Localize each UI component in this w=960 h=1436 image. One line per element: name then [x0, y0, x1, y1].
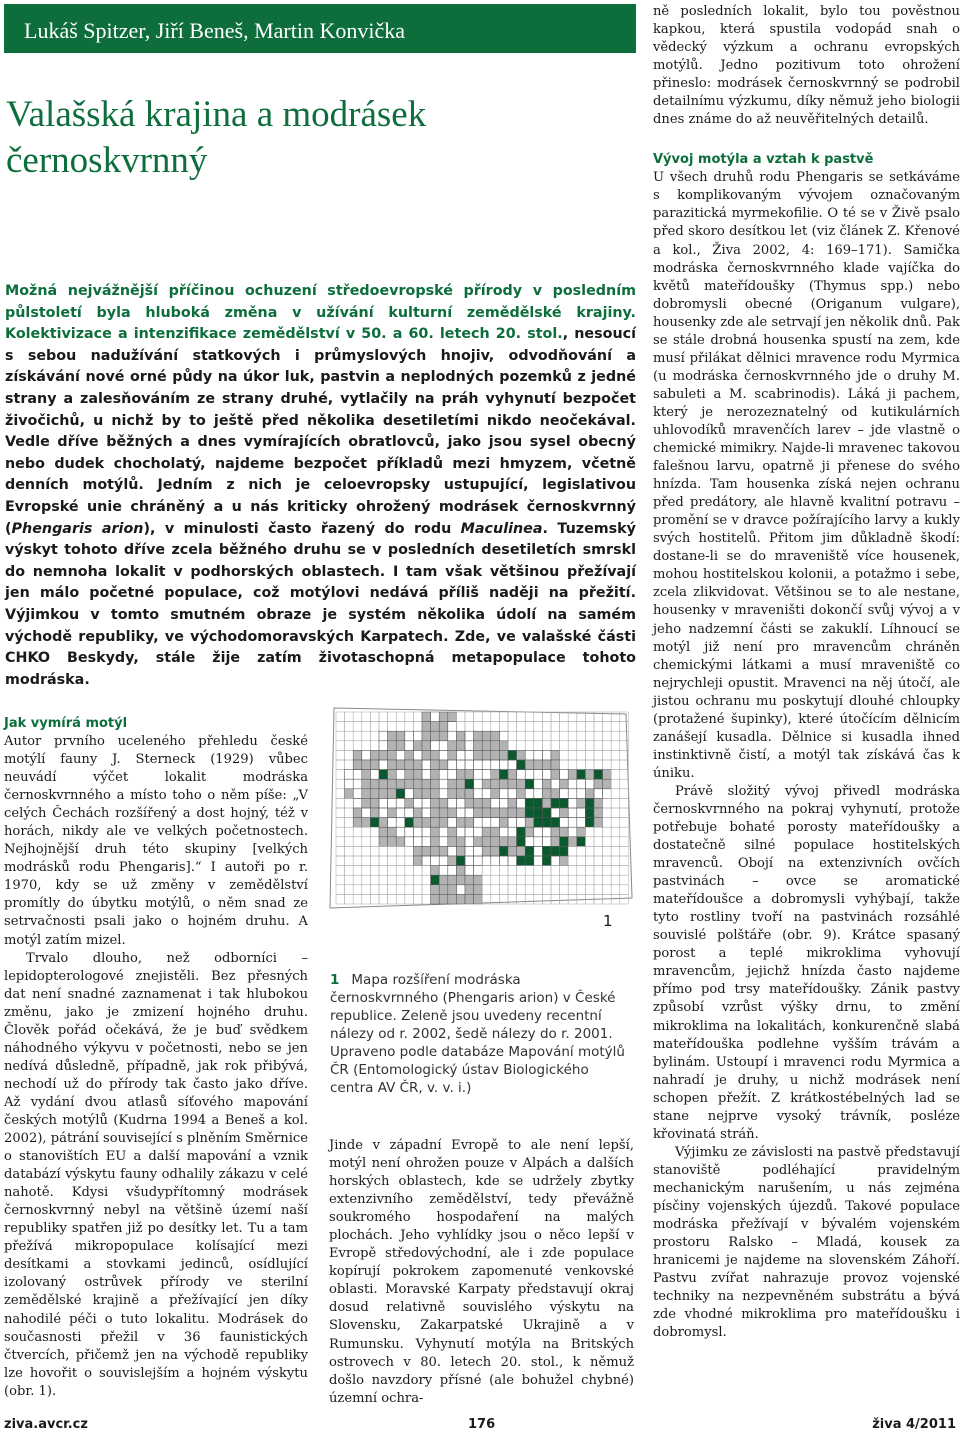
- map-cell: [585, 818, 594, 828]
- map-cell: [439, 760, 448, 770]
- map-cell: [585, 798, 594, 808]
- map-cell: [534, 808, 543, 818]
- map-cell: [413, 789, 422, 799]
- map-cell: [422, 779, 431, 789]
- map-cell: [551, 789, 560, 799]
- map-cell: [482, 741, 491, 751]
- distribution-map: [326, 698, 636, 920]
- map-cell: [594, 818, 603, 828]
- map-cell: [413, 779, 422, 789]
- map-cell: [465, 818, 474, 828]
- paragraph: Trvalo dlouho, než odborníci – lepidopterologové znejistěli. Bez přesných dat není snadné zaznamenat i tak hlubokou změnu, jako je zmizení hojného druhu. Člověk pořád očekává, že je buď svědkem náhodného výkyvu v početnosti, nebo se jen nedívá důsledně, případně, jak rok přibývá, nechodí už do přírody tak často jako dříve. Až vydání dvou atlasů síťového mapování českých motýlů (Kudrna 1994 a Beneš a kol. 2002), pátrání související s plněním Směrnice o stanovištích EU a další mapování a vznik databází výskytu fauny odhalily zákazu v celé nahotě. Kdysi všudypřítomný modrásek černoskvrnný nebyl na většině území naší republiky spatřen již po desítky let. Tu a tam přežívá mikropopulace kolísající mezi desítkami a stovkami jedinců, osídlující izolovaný ostrůvek přírody ve sterilní zemědělské krajině a přežívající jen díky nahodilé péči o tuto lokalitu. Modrásek do současnosti přežil v 36 faunistických čtvercích, přičemž jen na východě republiky lze hovořit o souvislejším a hojném výskytu (obr. 1).: [4, 950, 309, 1399]
- column-3: [653, 3, 960, 1342]
- section-heading: Vývoj motýla a vztah k pastvě: [653, 152, 874, 168]
- map-cell: [456, 770, 465, 780]
- map-cell: [405, 750, 414, 760]
- map-cell: [422, 750, 431, 760]
- map-cell: [594, 779, 603, 789]
- map-cell: [448, 894, 457, 904]
- map-cell: [370, 798, 379, 808]
- map-cell: [534, 798, 543, 808]
- map-cell: [603, 770, 612, 780]
- caption-number: 1: [330, 972, 340, 988]
- map-cell: [525, 827, 534, 837]
- map-cell: [568, 837, 577, 847]
- map-cell: [431, 808, 440, 818]
- map-cell: [456, 818, 465, 828]
- map-cell: [499, 779, 508, 789]
- caption-text: Mapa rozšíření modráska černoskvrnného (Phengaris arion) v České republice. Zeleně jsou uvedeny recentní nálezy od r. 2002, šedě nálezy do r. 2001. Upraveno podle databáze Mapování motýlů ČR (Entomologický ústav Biologického centra AV ČR, v. v. i.): [330, 972, 625, 1096]
- map-cell: [491, 846, 500, 856]
- map-cell: [413, 760, 422, 770]
- map-cell: [551, 770, 560, 780]
- map-cell: [585, 770, 594, 780]
- map-cell: [353, 750, 362, 760]
- map-cell: [353, 808, 362, 818]
- map-cell: [439, 808, 448, 818]
- map-cell: [405, 798, 414, 808]
- section-heading: Jak vymírá motýl: [4, 716, 128, 731]
- map-cell: [474, 808, 483, 818]
- map-cell: [362, 770, 371, 780]
- map-cell: [525, 798, 534, 808]
- map-cell: [388, 770, 397, 780]
- map-cell: [491, 770, 500, 780]
- map-cell: [482, 837, 491, 847]
- map-cell: [431, 770, 440, 780]
- map-cell: [491, 827, 500, 837]
- map-cell: [396, 837, 405, 847]
- paragraph: Autor prvního uceleného přehledu české motýlí fauny J. Sterneck (1929) vůbec neuvádí výčet lokalit modráska černoskvrnného a místo toho o něm píše: „V celých Čechách rozšířený a dost hojný, též v horách, nikdy ale ve velkých početnostech. Nejhojnější druh této skupiny [velkých modrásků rodu Phengaris].“ I autoři po r. 1970, kdy se už změny v zemědělství promítly do úbytku motýlů, o něm snad ze setrvačnosti psali jako o hojném druhu. A motýl zatím mizel.: [4, 734, 308, 948]
- figure-caption: [330, 971, 628, 1097]
- map-cell: [448, 789, 457, 799]
- map-cell: [388, 779, 397, 789]
- map-cell: [508, 750, 517, 760]
- map-cell: [388, 731, 397, 741]
- map-cell: [594, 798, 603, 808]
- map-cell: [517, 789, 526, 799]
- map-cell: [560, 846, 569, 856]
- map-cell: [465, 798, 474, 808]
- map-cell: [396, 789, 405, 799]
- map-cell: [431, 866, 440, 876]
- map-cell: [413, 846, 422, 856]
- lead-text-2: ), v minulosti často řazený do rodu: [143, 520, 461, 537]
- map-cell: [594, 808, 603, 818]
- map-cell: [456, 846, 465, 856]
- map-cell: [439, 798, 448, 808]
- map-cell: [396, 741, 405, 751]
- map-cell: [560, 808, 569, 818]
- map-cell: [474, 741, 483, 751]
- map-cell: [499, 741, 508, 751]
- map-cell: [405, 760, 414, 770]
- map-cell: [551, 837, 560, 847]
- map-cell: [517, 760, 526, 770]
- map-cell: [585, 789, 594, 799]
- map-cell: [542, 818, 551, 828]
- map-cell: [439, 894, 448, 904]
- paragraph: Právě složitý vývoj přivedl modráska černoskvrnného na pokraj vyhynutí, protože potřebuje bohaté porosty mateřídoušky a dostatečně silné populace hostitelských mravenců. Obojí na extenzivních ovčích pastvinách – ovce se aromatické mateřídoušce a dobromysli vyhýbají, takže tyto rostliny tvoří na pastvinách rozsáhlé souvislé polštáře (obr. 9). Krátce spasaný porost a teplé mikroklima vyhovují mravencům, jejichž hnízda často najdeme přímo pod trsy mateřídoušky. Zánik pastvy způsobí vzrůst výšky drnu, to změní mikroklima na lokalitách, konkurenčně slabá mateřídouška podlehne vyšším trávám a bylinám. Ustoupí i mravenci rodu Myrmica a nahradí je druhy, u nichž modrásek není schopen přežít. Z krátkostébelných lad se stane nejprve vysoký trávník, posléze křovinatá stráň.: [653, 783, 960, 1142]
- page-number: 176: [468, 1417, 496, 1432]
- map-cell: [551, 846, 560, 856]
- map-cell: [431, 779, 440, 789]
- map-cell: [525, 846, 534, 856]
- map-cell: [551, 818, 560, 828]
- map-cell: [362, 760, 371, 770]
- map-cell: [431, 875, 440, 885]
- map-cell: [465, 779, 474, 789]
- map-cell: [439, 731, 448, 741]
- map-cell: [431, 818, 440, 828]
- map-cell: [542, 808, 551, 818]
- map-cell: [379, 789, 388, 799]
- map-cell: [560, 779, 569, 789]
- map-cell: [379, 770, 388, 780]
- map-cell: [370, 808, 379, 818]
- paragraph: U všech druhů rodu Phengaris se setkáváme s komplikovaným vývojem označovaným parazitická myrmekofilie. O té se v Živě psalo před skoro desítkou let (viz článek Z. Křenové a kol., Živa 2002, 4: 169–171). Samička modráska černoskvrnného klade vajíčka do květů mateřídoušky (Thymus spp.) nebo dobromysli obecné (Origanum vulgare), housenky zde ale setrvají jen několik dnů. Pak se stále drobná housenka spustí na zem, kde musí přilákat dělnici mravence rodu Myrmica (u modráska černoskvrnného jde o druhy M. sabuleti a M. scabrinodis). Láká ji pachem, který je nerozeznatelný od kutikulárních uhlovodíků mravenčích larev – jde vlastně o chemické mimikry. Najde-li mravenec takovou falešnou larvu, opatrně ji přenese do svého hnízda. Tam housenka získá nejen ochranu před predátory, ale hlavně kvalitní potravu – promění se v dravce požírajícího larvy a kukly svých hostitelů. Přitom jim důkladně škodí: dostane-li se do mraveniště více housenek, mohou hostitelskou kolonii, a potažmo i sebe, zcela zlikvidovat. Většinou se to ale nestane, housenky v mraveništi dokončí svůj vývoj a v jeho nadzemní části se zakuklí. Líhnoucí se motýl již není pro mravencům chráněn chemickými látkami a musí mraveniště co nejrychleji opustit. Mravenci na něj útočí, ale jistou ochranu mu poskytují dlouhé chloupky (protažené šupinky), které útočícím dělnicím zanášejí kusadla. Dělnice si kusadla ihned instinktivně čistí, a motýl tak získává čas k úniku.: [653, 170, 960, 781]
- map-cell: [542, 760, 551, 770]
- issue-label: živa 4/2011: [872, 1417, 956, 1432]
- map-cell: [508, 808, 517, 818]
- map-cell: [422, 818, 431, 828]
- map-cell: [388, 837, 397, 847]
- map-cell: [370, 789, 379, 799]
- map-cell: [345, 789, 354, 799]
- map-cell: [491, 741, 500, 751]
- map-cell: [370, 760, 379, 770]
- map-cell: [456, 789, 465, 799]
- map-cell: [603, 779, 612, 789]
- map-cell: [422, 789, 431, 799]
- map-cell: [456, 741, 465, 751]
- map-cell: [370, 750, 379, 760]
- map-cell: [517, 827, 526, 837]
- map-cell: [431, 789, 440, 799]
- map-cell: [542, 789, 551, 799]
- map-cell: [456, 866, 465, 876]
- map-cell: [517, 750, 526, 760]
- map-cell: [577, 827, 586, 837]
- map-cell: [560, 837, 569, 847]
- map-cell: [542, 856, 551, 866]
- map-cell: [517, 779, 526, 789]
- map-cell: [465, 894, 474, 904]
- map-cell: [474, 798, 483, 808]
- map-cell: [353, 760, 362, 770]
- map-cell: [474, 837, 483, 847]
- map-cell: [448, 856, 457, 866]
- authors-bar: [4, 4, 636, 53]
- lead-text-1: , nesoucí s sebou nadužívání statkových i průmyslových hnojiv, odvodňování a získávání nové orné půdy na úkor luk, pastvin a neplodných pozemků z jedné strany a zalesňováním ze strany druhé, vytlačily na práh vyhynutí bezpočet živočichů, u nichž by to ještě před několika desetiletími nikdo neočekával. Vedle dříve běžných a dnes vymírajících obratlovců, jako jsou sysel obecný nebo dudek chocholatý, najdeme bezpočet příkladů mezi hmyzem, včetně denních motýlů. Jedním z nich je celoevropsky ustupující, legislativou Evropské unie chráněný a u nás kriticky ohrožený modrásek černoskvrnný (: [5, 326, 636, 537]
- map-cell: [525, 779, 534, 789]
- lead-species-1: Phengaris arion: [11, 520, 144, 537]
- map-grid: [336, 712, 628, 904]
- map-cell: [353, 818, 362, 828]
- map-cell: [534, 818, 543, 828]
- map-cell: [534, 760, 543, 770]
- map-cell: [508, 837, 517, 847]
- map-cell: [413, 856, 422, 866]
- map-cell: [551, 798, 560, 808]
- map-cell: [439, 846, 448, 856]
- map-cell: [508, 846, 517, 856]
- map-cell: [508, 779, 517, 789]
- map-cell: [362, 818, 371, 828]
- map-cell: [482, 798, 491, 808]
- map-cell: [491, 837, 500, 847]
- map-cell: [499, 750, 508, 760]
- lead-species-2: Maculinea: [460, 520, 543, 537]
- map-cell: [499, 808, 508, 818]
- map-cell: [465, 770, 474, 780]
- map-cell: [594, 770, 603, 780]
- map-cell: [482, 808, 491, 818]
- map-cell: [439, 885, 448, 895]
- lead-highlight: Možná nejvážnější příčinou ochuzení středoevropské přírody v posledním půlstoletí byla hluboká změna v užívání kulturní zemědělské krajiny. Kolektivizace a intenzifikace zemědělství v 50. a 60. letech 20. stol.: [5, 283, 636, 343]
- map-cell: [551, 827, 560, 837]
- map-cell: [370, 779, 379, 789]
- map-cell: [413, 770, 422, 780]
- map-cell: [542, 779, 551, 789]
- map-cell: [482, 750, 491, 760]
- map-cell: [499, 818, 508, 828]
- lead-text-3: . Tuzemský výskyt tohoto dříve zcela běžného druhu se v posledních desetiletích smrskl do nemnoha lokalit v podhorských oblastech. I tam však většinou přežívají jen málo početné populace, což motýlovi nedává příliš naději na přežití. Výjimkou v tomto smutném obraze je systém několika údolí na samém východě republiky, ve východomoravských Karpatech. Zde, ve valašské části CHKO Beskydy, stále žije zatím životaschopná metapopulace tohoto modráska.: [5, 520, 636, 688]
- map-cell: [448, 741, 457, 751]
- map-cell: [439, 712, 448, 722]
- map-cell: [465, 875, 474, 885]
- map-cell: [413, 741, 422, 751]
- map-cell: [474, 894, 483, 904]
- map-cell: [379, 750, 388, 760]
- map-cell: [448, 750, 457, 760]
- map-cell: [422, 846, 431, 856]
- map-cell: [448, 779, 457, 789]
- map-cell: [499, 837, 508, 847]
- map-cell: [431, 731, 440, 741]
- map-cell: [456, 875, 465, 885]
- map-cell: [517, 856, 526, 866]
- map-cell: [585, 808, 594, 818]
- map-cell: [491, 750, 500, 760]
- map-cell: [456, 856, 465, 866]
- map-cell: [456, 731, 465, 741]
- map-cell: [474, 750, 483, 760]
- map-cell: [379, 837, 388, 847]
- map-cell: [431, 894, 440, 904]
- column-2: [329, 1137, 634, 1408]
- map-cell: [388, 789, 397, 799]
- column-1: [4, 715, 308, 1401]
- map-cell: [465, 885, 474, 895]
- map-cell: [431, 798, 440, 808]
- article-title: Valašská krajina a modrásek černoskvrnný: [6, 94, 427, 181]
- map-cell: [422, 731, 431, 741]
- authors: Lukáš Spitzer, Jiří Beneš, Martin Konvička: [24, 18, 405, 43]
- map-cell: [362, 779, 371, 789]
- map-cell: [448, 837, 457, 847]
- map-cell: [474, 731, 483, 741]
- figure-number: 1: [603, 912, 613, 930]
- map-cell: [448, 875, 457, 885]
- map-cell: [525, 760, 534, 770]
- map-cell: [439, 722, 448, 732]
- paragraph: ně posledních lokalit, bylo tou pověstnou kapkou, která spustila vodopád snah o vědecký výzkum a ochranu evropských motýlů. Jedno pozitivum toto ohrožení přineslo: modrásek černoskvrnný se podrobil detailnímu výzkumu, díky němuž jeho biologii dnes známe do až neuvěřitelných detailů.: [653, 4, 960, 128]
- map-cell: [560, 798, 569, 808]
- map-cell: [405, 818, 414, 828]
- map-cell: [379, 827, 388, 837]
- map-cell: [482, 846, 491, 856]
- map-cell: [551, 750, 560, 760]
- map-cell: [542, 798, 551, 808]
- map-cell: [431, 837, 440, 847]
- map-cell: [422, 712, 431, 722]
- map-cell: [439, 818, 448, 828]
- map-cell: [525, 818, 534, 828]
- map-cell: [422, 722, 431, 732]
- map-cell: [482, 827, 491, 837]
- map-cell: [491, 731, 500, 741]
- map-cell: [525, 808, 534, 818]
- map-cell: [560, 856, 569, 866]
- map-cell: [448, 808, 457, 818]
- lead-paragraph: [5, 281, 636, 691]
- map-cell: [388, 741, 397, 751]
- map-cell: [474, 875, 483, 885]
- map-cell: [456, 779, 465, 789]
- map-cell: [577, 770, 586, 780]
- map-cell: [542, 846, 551, 856]
- map-cell: [517, 808, 526, 818]
- paragraph: Jinde v západní Evropě to ale není lepší, motýl není ohrožen pouze v Alpách a dalších horských oblastech, kde se udržely zbytky extenzivního zemědělství, tedy převážně soukromého hospodaření na malých plochách. Jeho vyhlídky jsou o něco lepší v Evropě středovýchodní, ale i zde populace kopírují pokrokem zapomenuté venkovské oblasti. Moravské Karpaty představují okraj dosud relativně souvislého výskytu na Slovensku, Zakarpatské Ukrajině a v Rumunsku. Vyhynutí motýla na Britských ostrovech v 80. letech 20. stol., k němuž došlo navzdory přísné (ale bohužel chybné) územní ochra-: [329, 1138, 634, 1406]
- map-cell: [413, 818, 422, 828]
- map-cell: [370, 818, 379, 828]
- map-cell: [577, 837, 586, 847]
- map-cell: [508, 798, 517, 808]
- map-cell: [465, 789, 474, 799]
- map-cell: [508, 770, 517, 780]
- map-cell: [525, 856, 534, 866]
- map-cell: [431, 722, 440, 732]
- map-cell: [491, 789, 500, 799]
- map-cell: [431, 885, 440, 895]
- map-cell: [560, 827, 569, 837]
- map-cell: [568, 770, 577, 780]
- map-cell: [474, 885, 483, 895]
- map-cell: [379, 818, 388, 828]
- paragraph: Výjimku ze závislosti na pastvě představují stanoviště podléhající pravidelným mechanickým narušením, u nás zejména písčiny vojenských újezdů. Takové populace modráska přežívají v bývalém vojenském prostoru Ralsko – Mladá, kousek za hranicemi je najdeme na slovenském Záhoří. Pastvu zvířat nahrazuje provoz vojenské techniky na nezpevněném substrátu a bývá zde vhodné mikroklima pro mateřídoušku i dobromysl.: [653, 1144, 960, 1341]
- map-cell: [379, 779, 388, 789]
- map-cell: [456, 837, 465, 847]
- map-cell: [448, 827, 457, 837]
- map-cell: [491, 808, 500, 818]
- map-cell: [362, 789, 371, 799]
- map-cell: [439, 875, 448, 885]
- map-cell: [499, 846, 508, 856]
- map-cell: [456, 894, 465, 904]
- map-cell: [396, 779, 405, 789]
- map-cell: [448, 885, 457, 895]
- map-cell: [413, 808, 422, 818]
- map-cell: [388, 827, 397, 837]
- map-cell: [388, 808, 397, 818]
- map-cell: [388, 750, 397, 760]
- map-cell: [577, 798, 586, 808]
- map-cell: [396, 760, 405, 770]
- map-cell: [448, 712, 457, 722]
- map-cell: [405, 779, 414, 789]
- map-cell: [422, 741, 431, 751]
- map-cell: [431, 760, 440, 770]
- map-cell: [551, 760, 560, 770]
- map-cell: [517, 846, 526, 856]
- map-cell: [499, 770, 508, 780]
- map-cell: [491, 779, 500, 789]
- map-cell: [405, 770, 414, 780]
- map-cell: [517, 837, 526, 847]
- map-cell: [362, 798, 371, 808]
- map-cell: [431, 827, 440, 837]
- map-cell: [482, 779, 491, 789]
- map-cell: [431, 750, 440, 760]
- map-cell: [388, 760, 397, 770]
- map-cell: [396, 731, 405, 741]
- map-cell: [482, 731, 491, 741]
- map-cell: [431, 846, 440, 856]
- footer-website: ziva.avcr.cz: [4, 1417, 88, 1432]
